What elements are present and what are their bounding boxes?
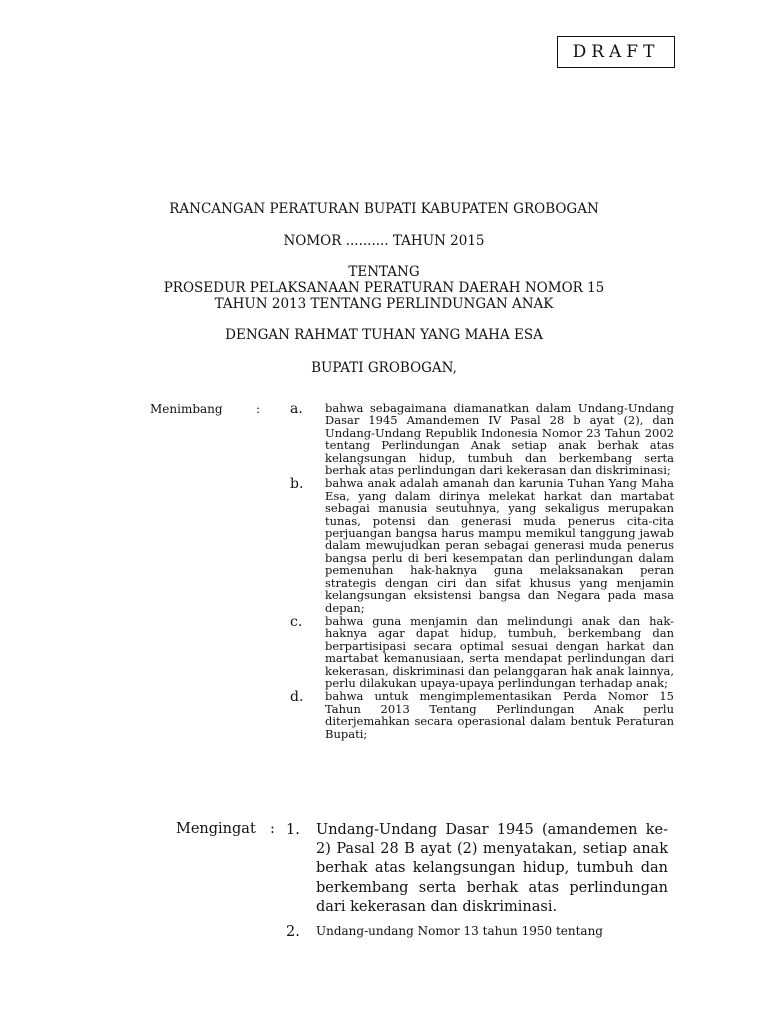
considering-colon: : — [256, 402, 261, 416]
item-marker: 2. — [286, 924, 300, 941]
regulation-title: RANCANGAN PERATURAN BUPATI KABUPATEN GROBOGAN — [169, 201, 599, 217]
regulation-number: NOMOR .......... TAHUN 2015 — [283, 233, 485, 249]
list-item — [290, 402, 674, 476]
list-item — [290, 615, 674, 689]
item-marker: a. — [290, 401, 303, 417]
invocation: DENGAN RAHMAT TUHAN YANG MAHA ESA — [225, 327, 543, 343]
regulation-subject: TENTANG PROSEDUR PELAKSANAAN PERATURAN DAERAH NOMOR 15 TAHUN 2013 TENTANG PERLINDUNGAN ANAK — [163, 264, 605, 312]
referring-colon: : — [270, 821, 275, 837]
item-marker: d. — [290, 689, 304, 706]
item-text: bahwa sebagaimana diamanatkan dalam Undang-Undang Dasar 1945 Amandemen IV Pasal 28 b ayat (2), dan Undang-Undang Republik Indonesia Nomor 23 Tahun 2002 tentang Perlindungan Anak setiap anak berhak atas kelangsungan hidup, tumbuh dan berkembang serta berhak atas perlindungan dari kekerasan dan diskriminasi; — [325, 401, 674, 478]
item-text: bahwa guna menjamin dan melindungi anak dan hak-haknya agar dapat hidup, tumbuh, berkembang dan berpartisipasi secara optimal sesuai dengan harkat dan martabat kemanusiaan, serta mendapat perlindungan dari kekerasan, diskriminasi dan pelanggaran hak anak lainnya, perlu dilakukan upaya-upaya perlindungan terhadap anak; — [325, 613, 674, 690]
item-text: Undang-undang Nomor 13 tahun 1950 tentang — [316, 924, 603, 939]
item-marker: c. — [290, 613, 303, 630]
item-text: bahwa untuk mengimplementasikan Perda Nomor 15 Tahun 2013 Tentang Perlindungan Anak perlu diterjemahkan secara operasional dalam bentuk Peraturan Bupati; — [325, 689, 674, 741]
item-marker: 1. — [286, 822, 300, 838]
item-marker: b. — [290, 476, 304, 493]
referring-list — [286, 821, 668, 942]
official-title: BUPATI GROBOGAN, — [311, 360, 457, 376]
list-item — [286, 821, 668, 923]
draft-stamp: DRAFT — [557, 36, 675, 68]
referring-label: Mengingat — [176, 821, 256, 837]
list-item — [290, 477, 674, 613]
list-item — [290, 690, 674, 740]
list-item — [286, 923, 668, 942]
item-text: bahwa anak adalah amanah dan karunia Tuhan Yang Maha Esa, yang dalam dirinya melekat harkat dan martabat sebagai manusia seutuhnya, yang sekaligus merupakan tunas, potensi dan generasi muda penerus cita-cita perjuangan bangsa harus mampu memikul tanggung jawab dalam mewujudkan peran sebagai generasi muda penerus bangsa perlu di beri kesempatan dan perlindungan dalam pemenuhan hak-haknya guna melaksanakan peran strategis dengan ciri dan sifat khusus yang menjamin kelangsungan eksistensi bangsa dan Negara pada masa depan; — [325, 476, 674, 615]
considering-list — [290, 402, 674, 741]
item-text: Undang-Undang Dasar 1945 (amandemen ke-2) Pasal 28 B ayat (2) menyatakan, setiap anak berhak atas kelangsungan hidup, tumbuh dan berkembang serta berhak atas perlindungan dari kekerasan dan diskriminasi. — [316, 822, 668, 915]
considering-label: Menimbang — [150, 402, 223, 416]
